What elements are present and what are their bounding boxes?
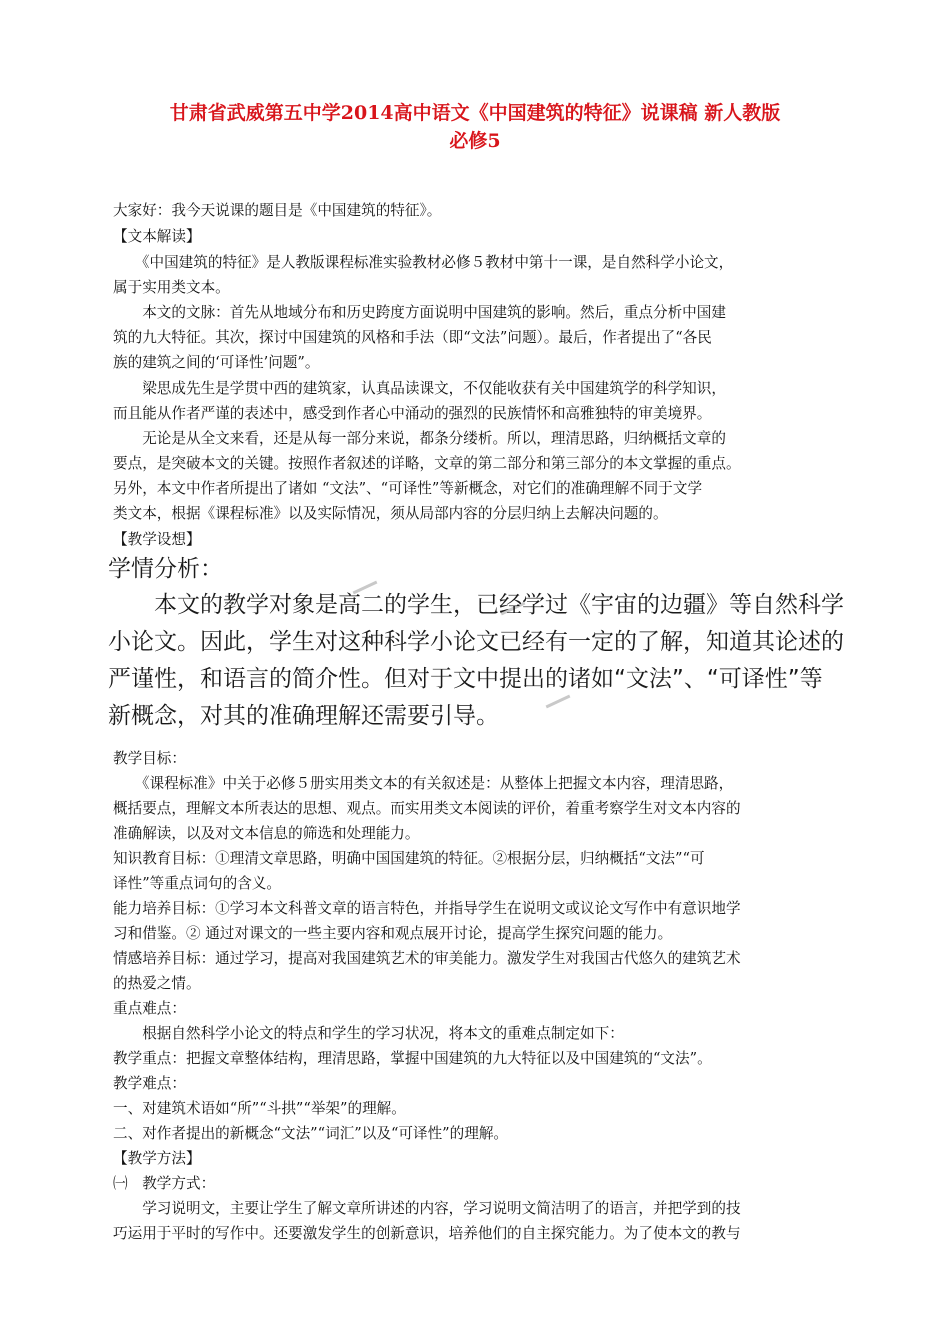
handwritten-heading: 学情分析： [108, 556, 223, 582]
text-line: 类文本，根据《课程标准》以及实际情况，须从局部内容的分层归纳上去解决问题的。 [113, 505, 668, 522]
section-heading: 【教学方法】 [113, 1150, 201, 1167]
text-line: 而且能从作者严谨的表述中，感受到作者心中涌动的强烈的民族情怀和高雅独特的审美境界。 [113, 405, 712, 422]
text-line: 情感培养目标：通过学习，提高对我国建筑艺术的审美能力。激发学生对我国古代悠久的建筑艺术 [113, 950, 741, 967]
document-title-line-1: 甘肃省武威第五中学2014高中语文《中国建筑的特征》说课稿 新人教版 [169, 102, 781, 124]
text-line: 能力培养目标：①学习本文科普文章的语言特色，并指导学生在说明文或议论文写作中有意识地学 [113, 900, 741, 917]
subheading: 重点难点： [113, 1000, 186, 1017]
text-line: 概括要点，理解文本所表达的思想、观点。而实用类文本阅读的评价，着重考察学生对文本内容的 [113, 800, 741, 817]
text-line: 要点，是突破本文的关键。按照作者叙述的详略，文章的第二部分和第三部分的本文掌握的重点。 [113, 455, 741, 472]
handwritten-line: 严谨性，和语言的简介性。但对于文中提出的诸如“文法”、“可译性”等 [108, 666, 823, 692]
text-line: 译性”等重点词句的含义。 [113, 875, 281, 892]
text-line: 属于实用类文本。 [113, 279, 230, 296]
text-line: 一、对建筑术语如“所”“斗拱”“举架”的理解。 [113, 1100, 406, 1117]
subheading: 教学难点： [113, 1075, 186, 1092]
text-line: 准确解读，以及对文本信息的筛选和处理能力。 [113, 825, 420, 842]
text-line: 根据自然科学小论文的特点和学生的学习状况，将本文的重难点制定如下： [113, 1025, 624, 1042]
text-line: 本文的文脉：首先从地域分布和历史跨度方面说明中国建筑的影响。然后，重点分析中国建 [113, 304, 726, 321]
pencil-mark [546, 695, 571, 709]
text-line: 另外，本文中作者所提出了诸如 “文法”、“可译性”等新概念，对它们的准确理解不同于文学 [113, 480, 703, 497]
handwritten-line: 小论文。因此，学生对这种科学小论文已经有一定的了解，知道其论述的 [108, 629, 844, 655]
text-line: 习和借鉴。② 通过对课文的一些主要内容和观点展开讨论，提高学生探究问题的能力。 [113, 925, 673, 942]
text-line: 《中国建筑的特征》是人教版课程标准实验教材必修５教材中第十一课，是自然科学小论文， [113, 254, 734, 271]
text-line: 知识教育目标：①理清文章思路，明确中国国建筑的特征。②根据分层，归纳概括“文法”“可 [113, 850, 705, 867]
subheading: ㈠ 教学方式： [113, 1175, 216, 1192]
text-line: 的热爱之情。 [113, 975, 201, 992]
text-line: 教学重点：把握文章整体结构，理清思路，掌握中国建筑的九大特征以及中国建筑的“文法”。 [113, 1050, 712, 1067]
handwritten-line: 本文的教学对象是高二的学生，已经学过《宇宙的边疆》等自然科学 [108, 592, 844, 618]
document-title-line-2: 必修5 [449, 130, 501, 152]
text-line: 大家好：我今天说课的题目是《中国建筑的特征》。 [113, 202, 442, 219]
text-line: 二、对作者提出的新概念“文法”“词汇”以及“可译性”的理解。 [113, 1125, 509, 1142]
text-line: 无论是从全文来看，还是从每一部分来说，都条分缕析。所以，理清思路，归纳概括文章的 [113, 430, 726, 447]
text-line: 学习说明文，主要让学生了解文章所讲述的内容，学习说明文简洁明了的语言，并把学到的技 [113, 1200, 741, 1217]
subheading: 教学目标： [113, 750, 186, 767]
text-line: 巧运用于平时的写作中。还要激发学生的创新意识，培养他们的自主探究能力。为了使本文的教与 [113, 1225, 741, 1242]
text-line: 族的建筑之间的‘可译性’问题”。 [113, 354, 320, 371]
text-line: 《课程标准》中关于必修５册实用类文本的有关叙述是：从整体上把握文本内容，理清思路， [113, 775, 734, 792]
handwritten-line: 新概念，对其的准确理解还需要引导。 [108, 703, 499, 729]
text-line: 筑的九大特征。其次，探讨中国建筑的风格和手法（即“文法”问题）。最后，作者提出了“各民 [113, 329, 712, 346]
section-heading: 【教学设想】 [113, 531, 201, 548]
section-heading: 【文本解读】 [113, 228, 201, 245]
text-line: 梁思成先生是学贯中西的建筑家，认真品读课文，不仅能收获有关中国建筑学的科学知识， [113, 380, 726, 397]
